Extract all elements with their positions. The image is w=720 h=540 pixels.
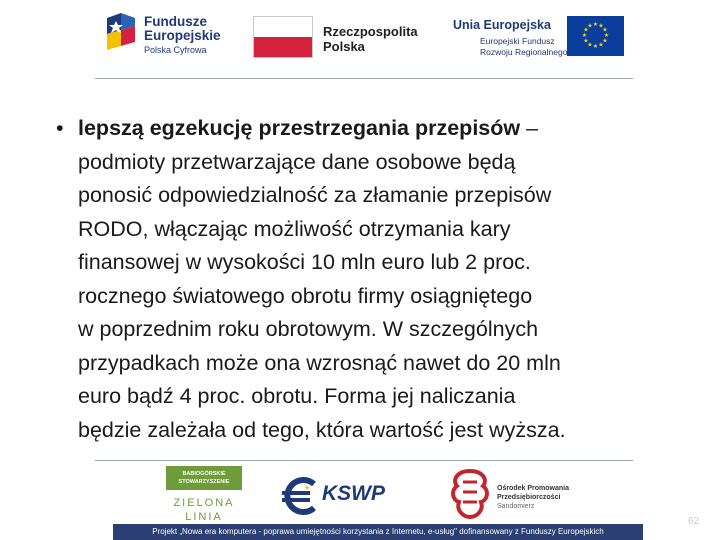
svg-text:★: ★ bbox=[583, 37, 589, 45]
svg-text:★: ★ bbox=[592, 43, 599, 50]
footer-logos bbox=[0, 458, 720, 528]
ue-sub2: Rozwoju Regionalnego bbox=[480, 47, 568, 57]
bs-badge bbox=[166, 466, 242, 490]
bullet-line-4: RODO, włączając możliwość otrzymania kary bbox=[78, 216, 511, 241]
ue-subtitle bbox=[480, 36, 567, 58]
fundusze-star-icon bbox=[104, 12, 140, 58]
svg-text:★: ★ bbox=[587, 22, 593, 30]
bullet-lead: lepszą egzekucję przestrzegania przepisów bbox=[78, 116, 521, 140]
fundusze-title bbox=[144, 15, 221, 43]
fundusze-line2: Europejskie bbox=[144, 28, 221, 43]
svg-text:★: ★ bbox=[592, 21, 599, 28]
opp-emblem-icon bbox=[447, 468, 493, 520]
page-number: 62 bbox=[688, 516, 700, 527]
zielona-linia-logo bbox=[166, 466, 242, 526]
svg-text:★: ★ bbox=[583, 26, 589, 34]
svg-text:★: ★ bbox=[598, 22, 604, 30]
rzeczpospolita-logo bbox=[253, 16, 443, 60]
bullet-line-3: ponosić odpowiedzialność za złamanie przepisów bbox=[78, 183, 552, 207]
bullet-line-2: podmioty przetwarzające dane osobowe będą bbox=[78, 149, 516, 174]
bullet-line-10: będzie zależała od tego, która wartość jest wyższa. bbox=[78, 417, 566, 442]
svg-text:★: ★ bbox=[602, 26, 608, 34]
bs-badge-line1: BABIOGÓRSKIE bbox=[182, 471, 226, 477]
bullet-dash: – bbox=[520, 116, 539, 140]
ue-sub1: Europejski Fundusz bbox=[480, 36, 555, 46]
bullet-line-9: euro bądź 4 proc. obrotu. Forma jej naliczania bbox=[78, 384, 516, 408]
bs-name bbox=[166, 496, 242, 524]
fundusze-line1: Fundusze bbox=[144, 14, 207, 29]
bullet-item bbox=[56, 112, 696, 447]
rzeczpospolita-title bbox=[323, 24, 418, 54]
bullet-line-1 bbox=[78, 112, 696, 146]
svg-text:★: ★ bbox=[602, 37, 608, 45]
bs-name-line2: LINIA bbox=[185, 511, 223, 523]
bullet-line-5: finansowej w wysokości 10 mln euro lub 2 proc. bbox=[78, 250, 531, 274]
eu-stars-icon bbox=[567, 16, 624, 56]
bullet-dot: • bbox=[56, 116, 64, 140]
opp-line1: Ośrodek Promowania bbox=[497, 485, 569, 492]
osrodek-promowania-logo bbox=[447, 468, 587, 520]
svg-text:★: ★ bbox=[581, 32, 588, 39]
bullet-line-7: w poprzednim roku obrotowym. W szczególnych bbox=[78, 317, 539, 341]
fundusze-europejskie-logo bbox=[104, 12, 244, 62]
unia-europejska-logo bbox=[450, 16, 625, 62]
fundusze-subtitle: Polska Cyfrowa bbox=[144, 45, 207, 55]
polish-flag-icon bbox=[253, 16, 313, 58]
opp-line2: Przedsiębiorczości bbox=[497, 494, 561, 501]
rp-line1: Rzeczpospolita bbox=[323, 24, 418, 39]
opp-city: Sandomierz bbox=[497, 503, 535, 510]
header-divider bbox=[95, 78, 633, 79]
svg-text:★: ★ bbox=[603, 32, 610, 39]
rp-line2: Polska bbox=[323, 39, 365, 54]
bs-name-line1: ZIELONA bbox=[173, 497, 235, 509]
bullet-line-6: rocznego światowego obrotu firmy osiągniętego bbox=[78, 283, 533, 308]
bullet-line-8: przypadkach może ona wzrosnąć nawet do 20 mln bbox=[78, 350, 561, 375]
kswp-euro-icon bbox=[280, 476, 324, 516]
svg-text:★: ★ bbox=[587, 41, 593, 49]
project-footer-bar: Projekt „Nowa era komputera - poprawa umiejętności korzystania z Internetu, e-usług" dofinansowany z Funduszy Europejskich bbox=[113, 524, 643, 540]
svg-text:★: ★ bbox=[304, 484, 311, 492]
kswp-name: KSWP bbox=[322, 482, 385, 505]
slide-content bbox=[56, 112, 696, 447]
ue-title: Unia Europejska bbox=[453, 18, 551, 32]
header-logos bbox=[0, 0, 720, 80]
kswp-logo bbox=[280, 476, 400, 516]
eu-flag-icon bbox=[567, 16, 624, 56]
bs-badge-line2: STOWARZYSZENIE bbox=[178, 479, 230, 485]
svg-text:★: ★ bbox=[598, 41, 604, 49]
opp-name bbox=[497, 484, 569, 511]
